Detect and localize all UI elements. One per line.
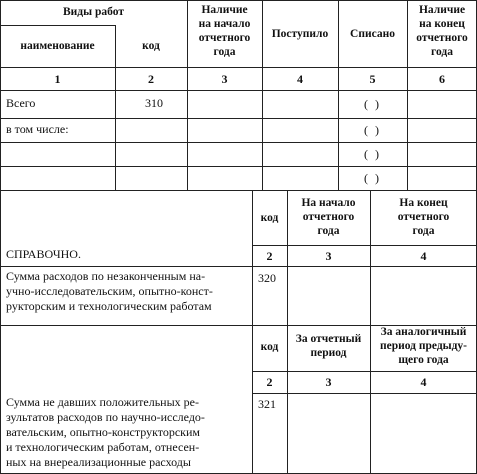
column-number: 6 (439, 72, 445, 86)
header-end-of-year: Наличие на конец отчетного года (416, 4, 468, 58)
ref-header-start: На начало отчетного года (301, 197, 356, 237)
header-name: наименование (20, 40, 95, 52)
grid-line (0, 166, 477, 167)
ref-column-number: 2 (266, 249, 273, 263)
row-name: в том числе: (6, 122, 69, 136)
column-number: 4 (297, 72, 303, 86)
grid-line (0, 25, 115, 26)
ref-header-prev-period: За аналогичный период предыду- щего года (379, 326, 468, 366)
header-written-off: Списано (350, 28, 395, 40)
grid-line (0, 266, 477, 267)
column-number: 3 (221, 72, 228, 86)
written-off-parens: ( ) (364, 97, 381, 111)
reference-title: СПРАВОЧНО. (6, 247, 81, 261)
column-number: 1 (54, 72, 61, 86)
grid-line (0, 190, 477, 191)
column-number: 5 (369, 72, 376, 86)
written-off-parens: ( ) (364, 147, 381, 161)
grid-line (0, 90, 477, 91)
header-received: Поступило (271, 28, 329, 40)
grid-line (252, 371, 477, 372)
ref-code-321: 321 (258, 397, 276, 411)
ref-column-number: 2 (266, 375, 273, 389)
ref-code-320: 320 (258, 271, 276, 285)
written-off-parens: ( ) (364, 123, 381, 137)
written-off-parens: ( ) (364, 171, 381, 185)
header-start-of-year: Наличие на начало отчетного года (198, 4, 251, 58)
grid-line (0, 0, 477, 1)
ref-header-code: код (260, 341, 279, 353)
ref-header-end: На конец отчетного года (397, 197, 450, 237)
grid-line (0, 67, 477, 68)
ref-column-number: 3 (325, 249, 332, 263)
grid-line (252, 190, 253, 474)
column-number: 2 (148, 72, 154, 86)
ref-label-unfinished-rnd: Сумма расходов по незаконченным на- учно-исследовательским, опытно-конст- рукторским и технологическим работам (6, 269, 213, 313)
header-work-types: Виды работ (63, 6, 124, 18)
grid-line (0, 142, 477, 143)
ref-column-number: 4 (420, 375, 427, 389)
header-code: код (142, 40, 160, 52)
row-code: 310 (145, 96, 163, 110)
grid-line (0, 118, 477, 119)
ref-label-unsuccessful-rnd: Сумма не давших положительных ре- зультатов расходов по научно-исследо- вательским, опытно-конструкторским и технологическим работам, отнесен- ных на внереализационные расходы (6, 395, 205, 469)
ref-column-number: 3 (325, 375, 332, 389)
ref-column-number: 4 (420, 249, 427, 263)
ref-header-period: За отчетный период (295, 333, 362, 359)
ref-header-code: код (260, 212, 279, 224)
row-name: Всего (6, 96, 36, 110)
grid-line (252, 393, 477, 394)
grid-line (252, 245, 477, 246)
